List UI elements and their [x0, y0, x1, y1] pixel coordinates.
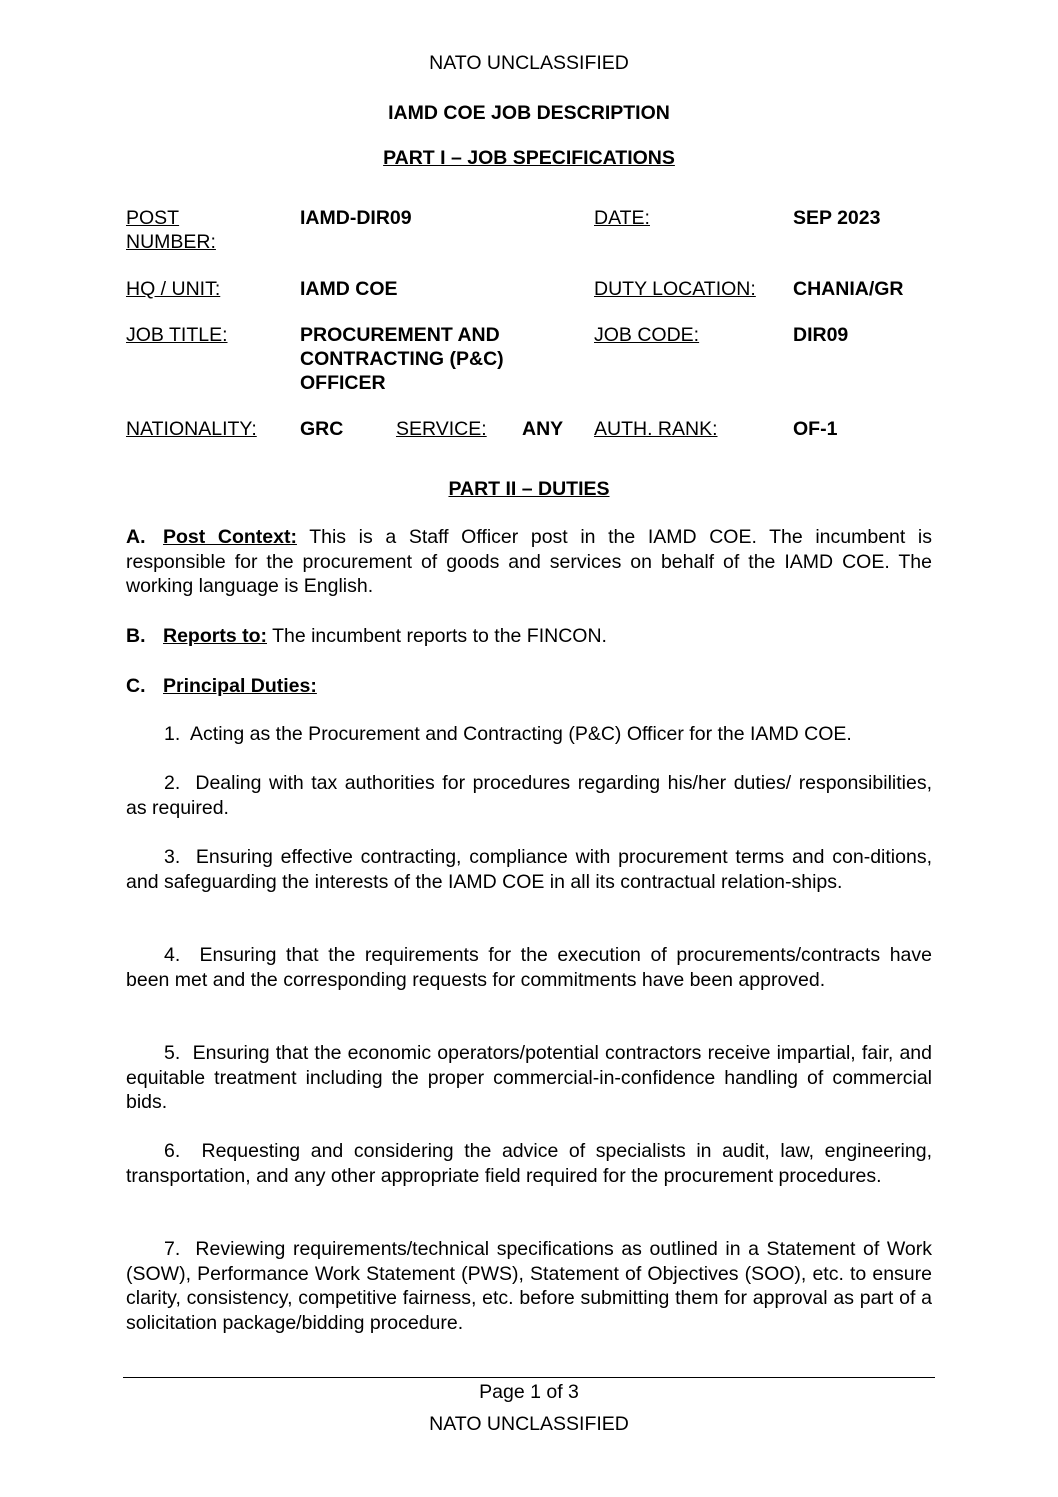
duty-item [126, 1041, 932, 1115]
nationality-value: GRC [300, 418, 344, 440]
duty-number: 1. [164, 723, 181, 745]
post-number-label-1: POST [126, 207, 180, 229]
job-title-line-1: PROCUREMENT AND [300, 324, 500, 346]
post-context-paragraph [126, 525, 932, 599]
duty-text: Ensuring that the requirements for the execution of procurements/contracts have been met and the corresponding requests for commitments have been approved. [126, 944, 932, 991]
post-context-label: Post Context: [163, 526, 297, 548]
post-number-label-2: NUMBER: [126, 231, 216, 253]
job-code-label: JOB CODE: [594, 324, 700, 346]
principal-duties-heading [126, 674, 932, 699]
date-label: DATE: [594, 207, 650, 229]
duty-text: Reviewing requirements/technical specifications as outlined in a Statement of Work (SOW), Performance Work Statement (PWS), Statement of Objectives (SOO), etc. to ensure clarity, consistency, competitive fairness, etc. before submitting them for approval as part of a solicitation package/bidding procedure. [126, 1238, 932, 1334]
hq-unit-label: HQ / UNIT: [126, 278, 221, 300]
duty-item [126, 722, 932, 747]
duty-location-value: CHANIA/GR [793, 278, 904, 300]
part2-heading: PART II – DUTIES [448, 478, 610, 500]
duty-number: 5. [164, 1042, 181, 1064]
duty-text: Acting as the Procurement and Contracting (P&C) Officer for the IAMD COE. [190, 723, 852, 745]
principal-duties-label: Principal Duties: [163, 675, 317, 697]
job-code-value: DIR09 [793, 324, 849, 346]
service-label: SERVICE: [396, 418, 487, 440]
duty-location-label: DUTY LOCATION: [594, 278, 756, 300]
duty-item [126, 771, 932, 820]
duty-item [126, 943, 932, 992]
hq-unit-value: IAMD COE [300, 278, 398, 300]
post-context-text: This is a Staff Officer post in the IAMD COE. The incumbent is responsible for the procurement of goods and services on behalf of the IAMD COE. The working language is English. [126, 526, 932, 597]
duty-number: 6. [164, 1140, 181, 1162]
auth-rank-value: OF-1 [793, 418, 838, 440]
job-title-line-3: OFFICER [300, 372, 386, 394]
duty-number: 7. [164, 1238, 181, 1260]
nationality-label: NATIONALITY: [126, 418, 257, 440]
page-number: Page 1 of 3 [479, 1381, 579, 1403]
duty-item [126, 1237, 932, 1335]
footer-divider [123, 1377, 935, 1378]
duty-item [126, 845, 932, 894]
post-number-value: IAMD-DIR09 [300, 207, 412, 229]
job-title-line-2: CONTRACTING (P&C) [300, 348, 504, 370]
service-value: ANY [522, 418, 564, 440]
duty-number: 3. [164, 846, 181, 868]
reports-to-label: Reports to: [163, 625, 267, 647]
reports-to-text: The incumbent reports to the FINCON. [272, 625, 607, 647]
section-c-letter: C. [126, 675, 146, 697]
section-a-letter: A. [126, 526, 146, 548]
duty-number: 2. [164, 772, 181, 794]
job-title-label: JOB TITLE: [126, 324, 228, 346]
classification-header: NATO UNCLASSIFIED [429, 52, 629, 74]
duty-text: Ensuring effective contracting, compliance with procurement terms and con-ditions, and safeguarding the interests of the IAMD COE in all its contractual relation-ships. [126, 846, 932, 893]
duty-text: Ensuring that the economic operators/potential contractors receive impartial, fair, and equitable treatment including the proper commercial-in-confidence handling of commercial bids. [126, 1042, 932, 1113]
duty-text: Dealing with tax authorities for procedures regarding his/her duties/ responsibilities, as required. [126, 772, 932, 819]
date-value: SEP 2023 [793, 207, 881, 229]
section-b-letter: B. [126, 625, 146, 647]
reports-to-paragraph [126, 624, 932, 649]
duty-item [126, 1139, 932, 1188]
part1-heading: PART I – JOB SPECIFICATIONS [383, 147, 675, 169]
duty-text: Requesting and considering the advice of specialists in audit, law, engineering, transportation, and any other appropriate field required for the procurement procedures. [126, 1140, 932, 1187]
duty-number: 4. [164, 944, 181, 966]
classification-footer: NATO UNCLASSIFIED [429, 1413, 629, 1435]
auth-rank-label: AUTH. RANK: [594, 418, 718, 440]
document-title: IAMD COE JOB DESCRIPTION [388, 102, 670, 124]
